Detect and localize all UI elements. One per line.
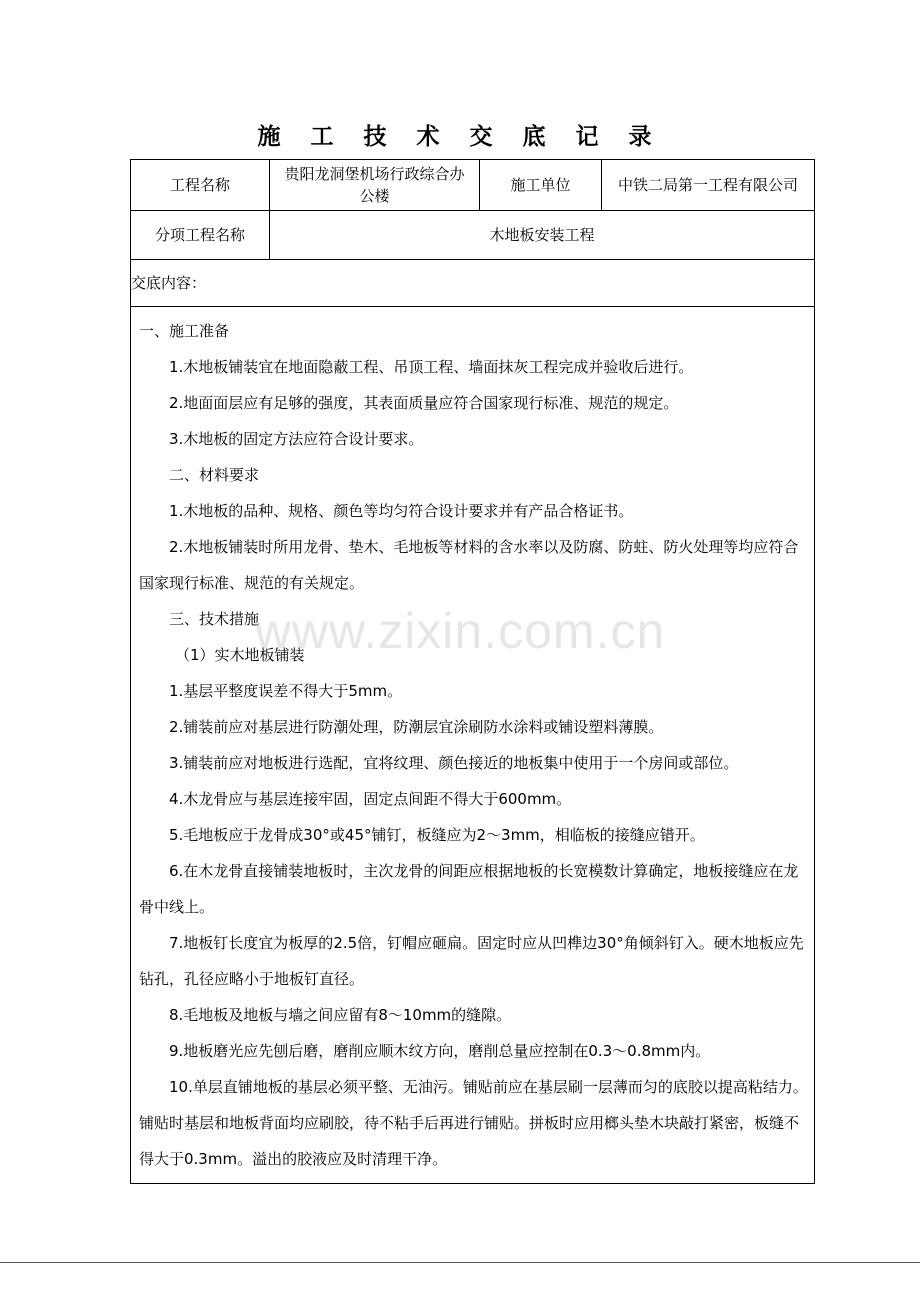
s2-item-2: 2.木地板铺装时所用龙骨、垫木、毛地板等材料的含水率以及防腐、防蛀、防火处理等均应符合国家现行标准、规范的有关规定。 bbox=[139, 538, 799, 592]
content-body bbox=[131, 307, 815, 1184]
content-row bbox=[131, 307, 815, 1184]
footer-rule bbox=[0, 1262, 920, 1263]
s3-item-5: 5.毛地板应于龙骨成30°或45°铺钉，板缝应为2～3mm，相临板的接缝应错开。 bbox=[169, 826, 705, 844]
s3-item-4: 4.木龙骨应与基层连接牢固，固定点间距不得大于600mm。 bbox=[169, 790, 572, 808]
project-name-label: 工程名称 bbox=[131, 160, 270, 211]
s3-item-9: 9.地板磨光应先刨后磨，磨削应顺木纹方向，磨削总量应控制在0.3～0.8mm内。 bbox=[169, 1042, 711, 1060]
s2-item-1: 1.木地板的品种、规格、颜色等均匀符合设计要求并有产品合格证书。 bbox=[169, 502, 634, 520]
page-title: 施 工 技 术 交 底 记 录 bbox=[257, 123, 663, 150]
s3-item-8: 8.毛地板及地板与墙之间应留有8～10mm的缝隙。 bbox=[169, 1006, 512, 1024]
s1-item-1: 1.木地板铺装宜在地面隐蔽工程、吊顶工程、墙面抹灰工程完成并验收后进行。 bbox=[169, 358, 694, 376]
s3-item-1: 1.基层平整度误差不得大于5mm。 bbox=[169, 682, 403, 700]
section-3-subtitle: （1）实木地板铺装 bbox=[175, 646, 305, 664]
section-3-title: 三、技术措施 bbox=[169, 610, 260, 628]
construction-unit-label: 施工单位 bbox=[480, 160, 602, 211]
s3-item-6: 6.在木龙骨直接铺装地板时，主次龙骨的间距应根据地板的长宽模数计算确定，地板接缝应在龙骨中线上。 bbox=[139, 862, 799, 916]
subproject-row bbox=[131, 211, 815, 260]
construction-unit-value: 中铁二局第一工程有限公司 bbox=[602, 160, 815, 211]
subproject-name-value: 木地板安装工程 bbox=[270, 211, 815, 260]
watermark: www.zixin.com.cn bbox=[254, 603, 666, 659]
section-1-title: 一、施工准备 bbox=[139, 322, 230, 340]
s3-item-7: 7.地板钉长度宜为板厚的2.5倍，钉帽应砸扁。固定时应从凹榫边30°角倾斜钉入。硬木地板应先钻孔，孔径应略小于地板钉直径。 bbox=[139, 934, 804, 988]
s1-item-3: 3.木地板的固定方法应符合设计要求。 bbox=[169, 430, 424, 448]
content-label: 交底内容： bbox=[131, 260, 815, 307]
s3-item-10: 10.单层直铺地板的基层必须平整、无油污。铺贴前应在基层刷一层薄而匀的底胶以提高粘结力。铺贴时基层和地板背面均应刷胶，待不粘手后再进行铺贴。拼板时应用榔头垫木块敲打紧密，板缝不得大于0.3mm。溢出的胶液应及时清理干净。 bbox=[139, 1078, 808, 1168]
s3-item-3: 3.铺装前应对地板进行选配，宜将纹理、颜色接近的地板集中使用于一个房间或部位。 bbox=[169, 754, 739, 772]
s1-item-2: 2.地面面层应有足够的强度，其表面质量应符合国家现行标准、规范的规定。 bbox=[169, 394, 679, 412]
section-2-title: 二、材料要求 bbox=[169, 466, 260, 484]
project-row bbox=[131, 160, 815, 211]
project-name-value: 贵阳龙洞堡机场行政综合办公楼 bbox=[270, 160, 480, 211]
record-table bbox=[130, 159, 815, 1184]
subproject-name-label: 分项工程名称 bbox=[131, 211, 270, 260]
s3-item-2: 2.铺装前应对基层进行防潮处理，防潮层宜涂刷防水涂料或铺设塑料薄膜。 bbox=[169, 718, 664, 736]
content-label-row bbox=[131, 260, 815, 307]
